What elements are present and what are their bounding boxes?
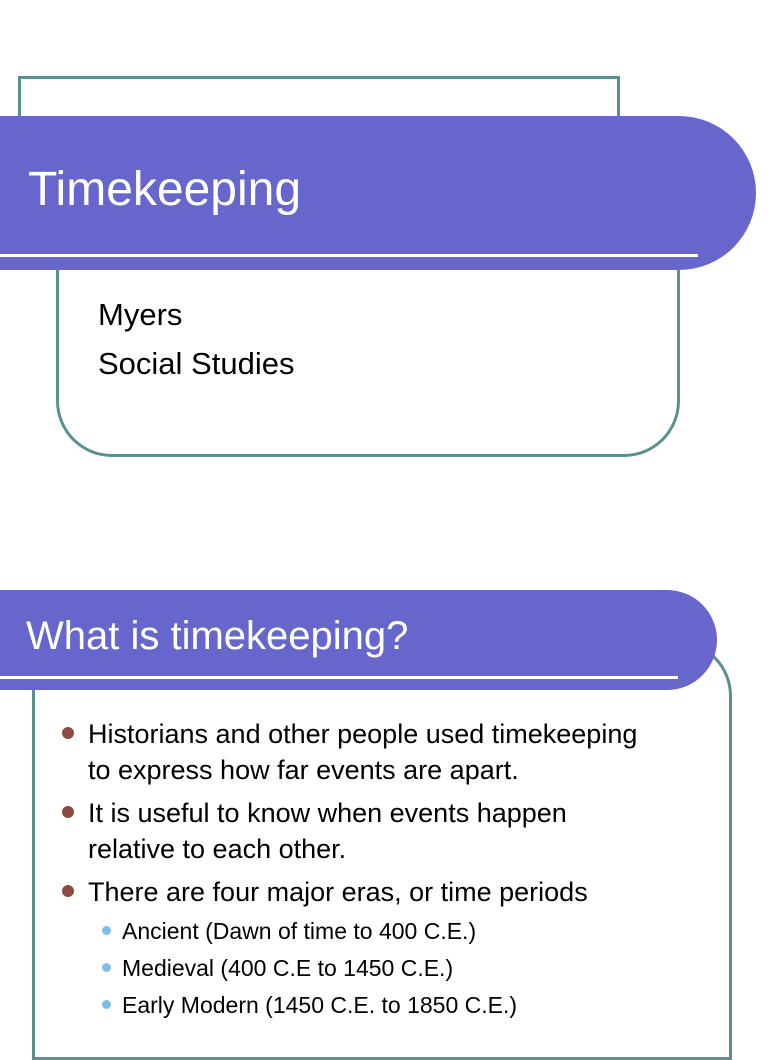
list-item (88, 874, 588, 910)
bullet-dot-icon (62, 806, 74, 818)
bullet-dot-icon (62, 727, 74, 739)
bullet-text-line: It is useful to know when events happen (88, 798, 567, 828)
sub-bullet-dot-icon (102, 1000, 111, 1009)
slide-1-author: Myers (98, 297, 183, 332)
slide-2-banner-underline (0, 676, 678, 679)
sub-bullet-text: Medieval (400 C.E to 1450 C.E.) (122, 955, 454, 981)
bullet-dot-icon (62, 885, 74, 897)
sub-bullet-dot-icon (102, 963, 111, 972)
sub-list-item (122, 990, 517, 1020)
bullet-text-line: There are four major eras, or time periods (88, 877, 588, 907)
sub-list-item (122, 953, 453, 983)
slide-1-subject: Social Studies (98, 346, 295, 381)
slide-2-title: What is timekeeping? (26, 614, 409, 658)
sub-bullet-dot-icon (102, 926, 111, 935)
sub-bullet-text: Ancient (Dawn of time to 400 C.E.) (122, 918, 477, 944)
sub-bullet-text: Early Modern (1450 C.E. to 1850 C.E.) (122, 992, 518, 1018)
bullet-text-line: to express how far events are apart. (88, 755, 519, 785)
slide-1-banner-underline (0, 254, 698, 257)
list-item (88, 716, 637, 788)
list-item (88, 795, 567, 867)
sub-list-item (122, 916, 476, 946)
bullet-text-line: relative to each other. (88, 834, 347, 864)
bullet-text-line: Historians and other people used timekeeping (88, 719, 638, 749)
slide-1-title: Timekeeping (28, 163, 302, 216)
